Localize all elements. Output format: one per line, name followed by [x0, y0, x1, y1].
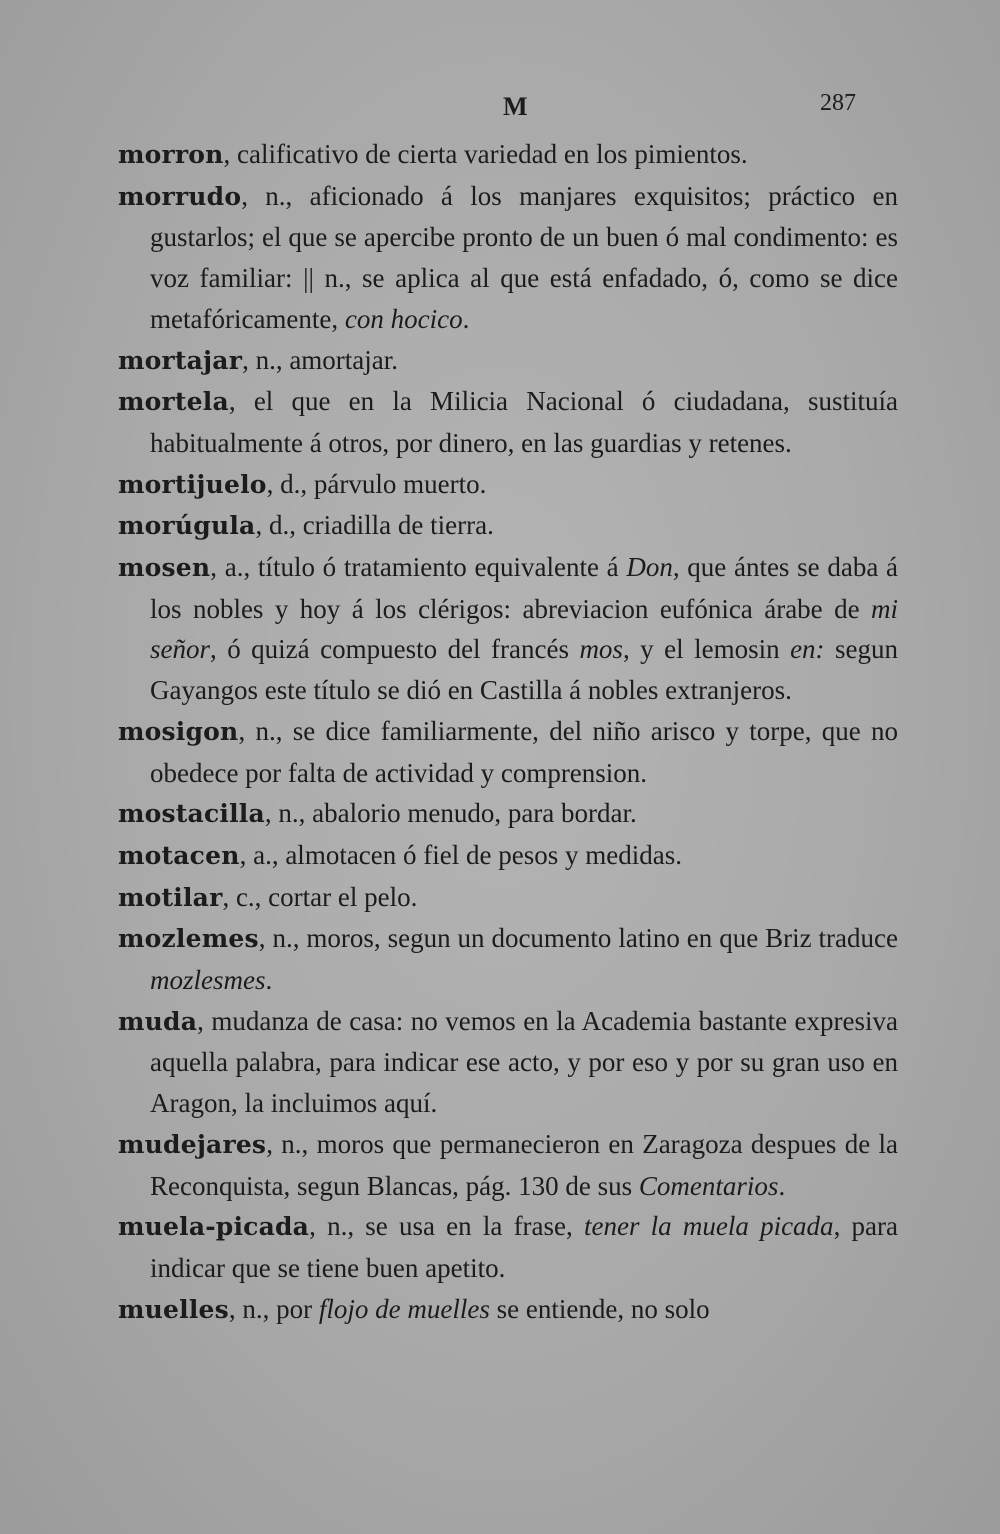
dictionary-entry [118, 134, 898, 176]
entry-definition-text: a., almotacen ó fiel de pesos y medidas. [253, 839, 682, 870]
entry-list [118, 134, 898, 1330]
entry-separator: , [223, 139, 238, 169]
entry-italic-text: flojo de muelles [318, 1293, 490, 1324]
entry-separator: , [258, 923, 273, 954]
dictionary-entry [118, 918, 898, 1000]
section-letter: M [503, 92, 529, 121]
entry-definition-text: mudanza de casa: no vemos en la Academia bastante expresiva aquella palabra, para indicar ese acto, y por eso y por su gran uso en Aragon, la incluimos aquí. [150, 1005, 898, 1119]
entry-headword: muda [118, 1006, 198, 1036]
entry-definition-text: calificativo de cierta variedad en los pimientos. [237, 139, 748, 169]
entry-italic-text: tener la muela picada [583, 1211, 834, 1242]
dictionary-entry [118, 877, 898, 919]
entry-definition-text: , y el lemosin [622, 634, 791, 665]
entry-headword: morrudo [118, 181, 242, 211]
entry-definition-text: n., moros, segun un documento latino en que Briz traduce [272, 923, 898, 954]
entry-definition-text: n., abalorio menudo, para bordar. [278, 798, 637, 829]
dictionary-entry [118, 464, 898, 506]
entry-definition-text: c., cortar el pelo. [235, 881, 418, 912]
entry-italic-text: mi señor [150, 593, 898, 665]
entry-separator: , [228, 386, 254, 417]
entry-headword: muelles [118, 1294, 229, 1324]
entry-headword: motilar [118, 882, 223, 912]
entry-definition-text: n., moros que permanecieron en Zaragoza despues de la Reconquista, segun Blancas, pág. 130 de sus [150, 1128, 898, 1201]
entry-definition-text: n., por [242, 1293, 319, 1324]
entry-italic-text: en: [790, 634, 825, 665]
page-header [0, 88, 1000, 128]
entry-separator: , [241, 180, 266, 211]
entry-headword: mosigon [118, 716, 239, 746]
entry-headword: mortela [118, 387, 229, 417]
dictionary-entry [118, 1001, 898, 1124]
entry-separator: , [309, 1211, 328, 1242]
entry-headword: morron [118, 140, 224, 169]
entry-headword: mudejares [118, 1129, 267, 1159]
dictionary-entry [118, 340, 898, 382]
dictionary-entry [118, 381, 898, 463]
entry-italic-text: con hocico [344, 303, 463, 334]
entry-definition-text: , que ántes se daba á los nobles y hoy á los clérigos: abreviacion eufónica árabe de [150, 552, 898, 624]
dictionary-entry [118, 1124, 898, 1206]
entry-italic-text: Comentarios [638, 1170, 779, 1201]
entry-italic-text: mos [579, 634, 623, 665]
entry-definition-text: . [265, 965, 273, 996]
dictionary-entry [118, 1289, 898, 1331]
entry-definition-text: , ó quizá compuesto del francés [210, 634, 580, 665]
entry-headword: mortijuelo [118, 469, 267, 499]
entry-headword: muela-picada [118, 1212, 310, 1242]
entry-definition-text: . [778, 1170, 786, 1201]
entry-headword: motacen [118, 840, 240, 870]
dictionary-entry [118, 793, 898, 835]
entry-separator: , [242, 344, 256, 375]
entry-definition-text: a., título ó tratamiento equivalente á [224, 552, 627, 583]
entry-separator: , [239, 839, 254, 870]
entry-definition-text: d., criadilla de tierra. [268, 510, 494, 541]
entry-separator: , [238, 715, 256, 746]
entry-headword: mortajar [118, 345, 243, 375]
entry-separator: , [266, 1128, 282, 1159]
entry-headword: mozlemes [118, 924, 259, 954]
entry-definition-text: el que en la Milicia Nacional ó ciudadana, sustituía habitualmente á otros, por dinero, en las guardias y retenes. [150, 386, 898, 458]
entry-separator: , [210, 552, 225, 583]
entry-definition-text: segun Gayangos este título se dió en Castilla á nobles extranjeros. [150, 634, 899, 706]
entry-definition-text: , para indicar que se tiene buen apetito. [150, 1211, 898, 1283]
page-number: 287 [820, 90, 856, 116]
entry-definition-text: se entiende, no solo [489, 1293, 710, 1324]
entry-italic-text: Don [626, 552, 673, 583]
entry-separator: , [255, 510, 269, 541]
dictionary-entry [118, 1206, 898, 1288]
dictionary-entry [118, 711, 898, 793]
entry-separator: , [222, 881, 236, 912]
entry-separator: , [266, 468, 281, 499]
dictionary-entry [118, 505, 898, 547]
dictionary-entry [118, 176, 898, 340]
entry-definition-text: n., aficionado á los manjares exquisitos; práctico en gustarlos; el que se apercibe pronto de un buen ó mal condimento: es voz familiar: || n., se aplica al que está enfadado, ó, como se dice metafóricamente, [150, 180, 899, 334]
entry-definition-text: d., párvulo muerto. [280, 468, 487, 499]
entry-separator: , [264, 798, 279, 829]
entry-headword: morúgula [118, 511, 256, 541]
entry-italic-text: mozlesmes [150, 965, 266, 996]
entry-definition-text: . [462, 303, 470, 334]
entry-definition-text: n., se dice familiarmente, del niño arisco y torpe, que no obedece por falta de actividad y comprension. [150, 715, 898, 788]
entry-separator: , [228, 1293, 243, 1324]
entry-separator: , [197, 1005, 212, 1036]
dictionary-entry [118, 547, 898, 711]
entry-definition-text: n., se usa en la frase, [327, 1211, 584, 1242]
entry-definition-text: n., amortajar. [255, 344, 399, 375]
entry-headword: mosen [118, 553, 211, 583]
entry-headword: mostacilla [118, 799, 265, 829]
dictionary-entry [118, 835, 898, 877]
